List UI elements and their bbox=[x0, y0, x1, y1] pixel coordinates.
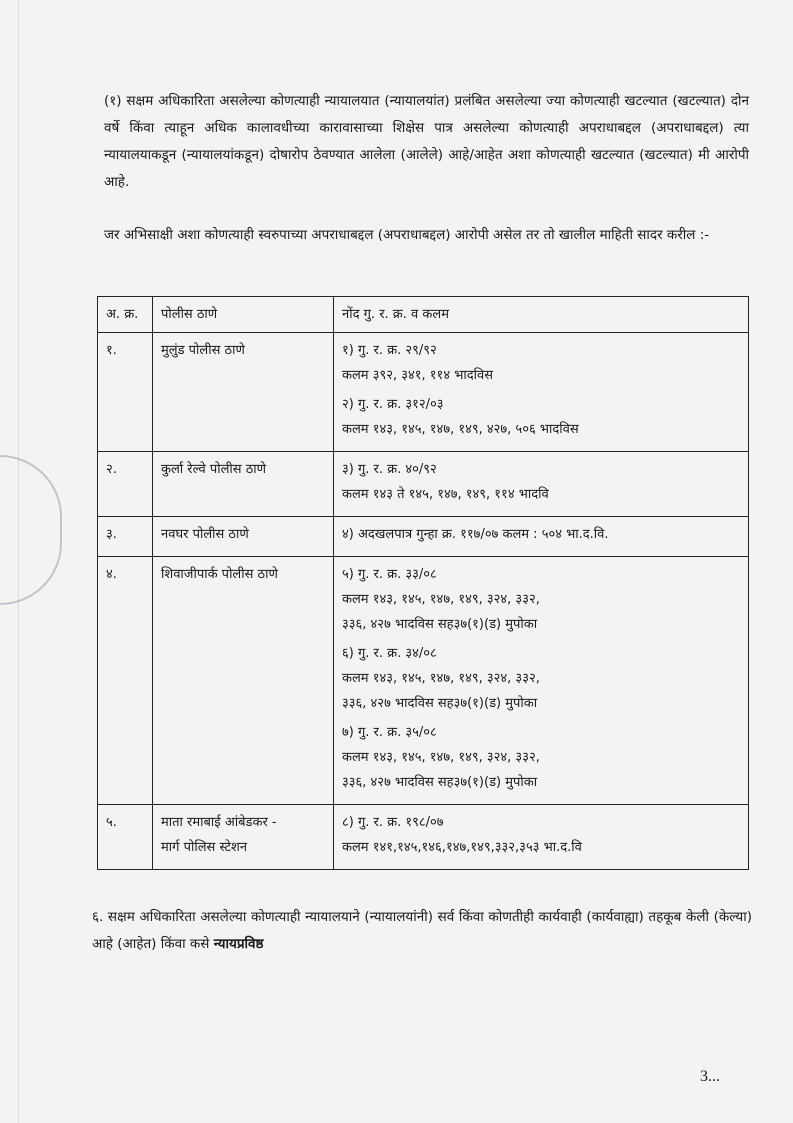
station-cell: शिवाजीपार्क पोलीस ठाणे bbox=[153, 557, 334, 805]
paragraph-2: जर अभिसाक्षी अशा कोणत्याही स्वरुपाच्या अपराधाबद्दल (अपराधाबद्दल) आरोपी असेल तर तो खालील माहिती सादर करील :- bbox=[104, 227, 710, 243]
header-cases: नोंद गु. र. क्र. व कलम bbox=[334, 297, 749, 333]
case-entry: १) गु. र. क्र. २९/९२ कलम ३९२, ३४१, ११४ भादविस bbox=[342, 343, 493, 383]
serial-cell: ४. bbox=[98, 557, 153, 805]
cases-cell bbox=[334, 517, 749, 557]
paragraph-6-bold: न्यायप्रविष्ठ bbox=[213, 936, 264, 952]
header-station: पोलीस ठाणे bbox=[153, 297, 334, 333]
table-row bbox=[98, 517, 749, 557]
header-serial: अ. क्र. bbox=[98, 297, 153, 333]
case-entry: ७) गु. र. क्र. ३५/०८ कलम १४३, १४५, १४७, १४९, ३२४, ३३२, ३३६, ४२७ भादविस सह३७(१)(ड) मुपोका bbox=[342, 725, 540, 790]
case-entry: २) गु. र. क्र. ३१२/०३ कलम १४३, १४५, १४७, १४९, ४२७, ५०६ भादविस bbox=[342, 397, 579, 437]
paragraph-1: (१) सक्षम अधिकारिता असलेल्या कोणत्याही न्यायालयात (न्यायालयांत) प्रलंबित असलेल्या ज्या कोणत्याही खटल्यात (खटल्यात) दोन वर्षे किंवा त्याहून अधिक कालावधीच्या कारावासाच्या शिक्षेस पात्र असलेल्या कोणत्याही अपराधाबद्दल (अपराधाबद्दल) त्या न्यायालयाकडून (न्यायालयांकडून) दोषारोप ठेवण्यात आलेला (आलेले) आहे/आहेत अशा कोणत्याही खटल्यात (खटल्यात) मी आरोपी आहे. bbox=[104, 93, 749, 190]
cases-cell bbox=[334, 805, 749, 870]
serial-cell: २. bbox=[98, 452, 153, 517]
station-cell: मुलुंड पोलीस ठाणे bbox=[153, 333, 334, 452]
case-entry: ५) गु. र. क्र. ३३/०८ कलम १४३, १४५, १४७, १४९, ३२४, ३३२, ३३६, ४२७ भादविस सह३७(१)(ड) मुपोका bbox=[342, 567, 540, 632]
paragraph-6-text: ६. सक्षम अधिकारिता असलेल्या कोणत्याही न्यायालयाने (न्यायालयांनी) सर्व किंवा कोणतीही कार्यवाही (कार्यवाह्या) तहकूब केली (केल्या) आहे (आहेत) किंवा कसे bbox=[92, 909, 752, 952]
case-entry: ३) गु. र. क्र. ४०/९२ कलम १४३ ते १४५, १४७, १४९, ११४ भादवि bbox=[342, 462, 549, 502]
case-entry: ४) अदखलपात्र गुन्हा क्र. ११७/०७ कलम : ५०४ भा.द.वि. bbox=[342, 527, 609, 542]
serial-cell: १. bbox=[98, 333, 153, 452]
case-entry: ६) गु. र. क्र. ३४/०८ कलम १४३, १४५, १४७, १४९, ३२४, ३३२, ३३६, ४२७ भादविस सह३७(१)(ड) मुपोका bbox=[342, 646, 540, 711]
cases-cell bbox=[334, 452, 749, 517]
paragraph-6 bbox=[92, 904, 752, 958]
station-cell: कुर्ला रेल्वे पोलीस ठाणे bbox=[153, 452, 334, 517]
cases-cell bbox=[334, 333, 749, 452]
station-cell: माता रमाबाई आंबेडकर - मार्ग पोलिस स्टेशन bbox=[153, 805, 334, 870]
notary-stamp bbox=[0, 455, 62, 605]
table-header-row bbox=[98, 297, 749, 333]
serial-cell: ३. bbox=[98, 517, 153, 557]
page-number: 3... bbox=[700, 1068, 720, 1085]
table-row bbox=[98, 333, 749, 452]
table-row bbox=[98, 557, 749, 805]
cases-cell bbox=[334, 557, 749, 805]
table-row bbox=[98, 805, 749, 870]
cases-table bbox=[97, 296, 749, 870]
serial-cell: ५. bbox=[98, 805, 153, 870]
case-entry: ८) गु. र. क्र. १९८/०७ कलम १४१,१४५,१४६,१४७,१४९,३३२,३५३ भा.द.वि bbox=[342, 815, 582, 855]
table-row bbox=[98, 452, 749, 517]
station-cell: नवघर पोलीस ठाणे bbox=[153, 517, 334, 557]
